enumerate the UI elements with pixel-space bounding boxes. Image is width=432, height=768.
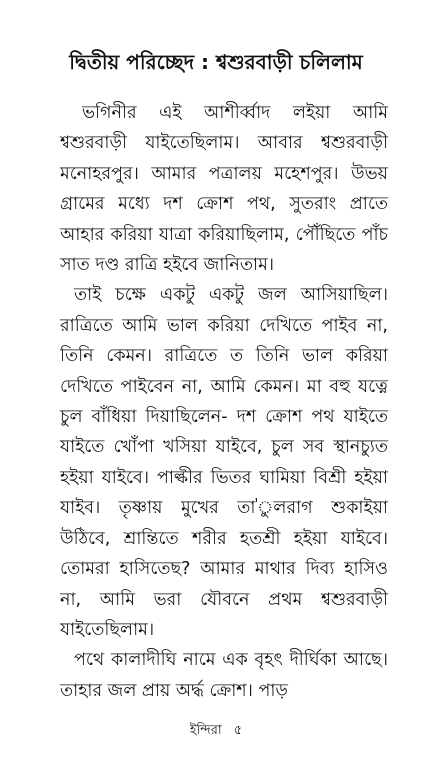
body-text [60, 98, 388, 706]
footer-book-title: ইন্দিরা [189, 723, 222, 738]
page-footer [0, 722, 432, 740]
footer-page-number: ৫ [233, 723, 243, 738]
paragraph-2: তাই চক্ষে একটু একটু জল আসিয়াছিল। রাত্রিতে আমি ভাল করিয়া দেখিতে পাইব না, তিনি কেমন। রাত্রিতে ত তিনি ভাল করিয়া দেখিতে পাইবেন না, আমি কেমন। মা বহু যত্নে চুল বাঁধিয়া দিয়াছিলেন- দশ ক্রোশ পথ যাইতে যাইতে খোঁপা খসিয়া যাইবে, চুল সব স্থানচ্যুত হইয়া যাইবে। পাল্কীর ভিতর ঘামিয়া বিশ্রী হইয়া যাইব। তৃষ্ণায় মুখের তা'ুলরাগ শুকাইয়া উঠিবে, শ্রান্তিতে শরীর হতশ্রী হইয়া যাইবে। তোমরা হাসিতেছ? আমার মাথার দিব্য হাসিও না, আমি ভরা যৌবনে প্রথম শ্বশুরবাড়ী যাইতেছিলাম। [60, 285, 388, 640]
paragraph-3: পথে কালাদীঘি নামে এক বৃহৎ দীর্ঘিকা আছে। তাহার জল প্রায় অর্দ্ধ ক্রোশ। পাড় [60, 650, 388, 701]
paragraph-1: ভগিনীর এই আশীর্ব্বাদ লইয়া আমি শ্বশুরবাড়ী যাইতেছিলাম। আবার শ্বশুরবাড়ী মনোহরপুর। আমার পত্রালয় মহেশপুর। উভয় গ্রামের মধ্যে দশ ক্রোশ পথ, সুতরাং প্রাতে আহার করিয়া যাত্রা করিয়াছিলাম, পৌঁছিতে পাঁচ সাত দণ্ড রাত্রি হইবে জানিতাম। [60, 103, 388, 276]
chapter-title: দ্বিতীয় পরিচ্ছেদ : শ্বশুরবাড়ী চলিলাম [69, 50, 363, 74]
